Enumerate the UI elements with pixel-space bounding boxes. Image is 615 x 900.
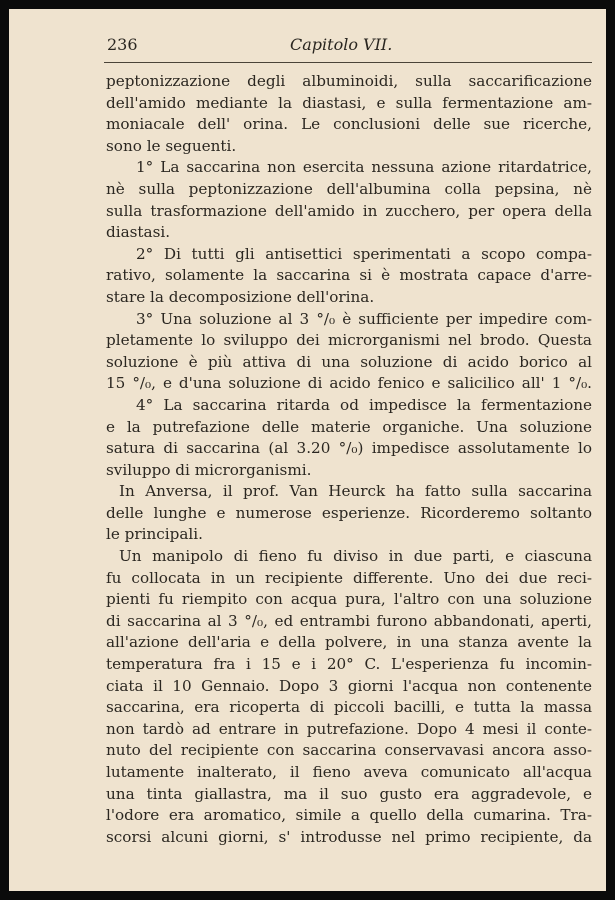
text-line: peptonizzazione degli albuminoidi, sulla saccarificazione (106, 72, 592, 90)
book-page (9, 9, 606, 891)
text-line: delle lunghe e numerose esperienze. Ricorderemo soltanto (106, 503, 592, 522)
text-line: di saccarina al 3 °/₀, ed entrambi furono abbandonati, aperti, (106, 611, 592, 630)
running-head-chapter-title: Capitolo VII. (290, 35, 393, 54)
text-line: 2° Di tutti gli antisettici sperimentati a scopo compa- (136, 244, 592, 263)
header-rule (104, 62, 592, 63)
text-line: ciata il 10 Gennaio. Dopo 3 giorni l'acqua non contenente (106, 676, 592, 695)
text-line: nè sulla peptonizzazione dell'albumina colla pepsina, nè (106, 179, 592, 198)
text-line: 15 °/₀, e d'una soluzione di acido fenico e salicilico all' 1 °/₀. (106, 374, 592, 393)
text-line: saccarina, era ricoperta di piccoli bacilli, e tutta la massa (106, 698, 592, 717)
text-line: 1° La saccarina non esercita nessuna azione ritardatrice, (136, 158, 592, 177)
text-line: una tinta giallastra, ma il suo gusto era aggradevole, e (106, 784, 592, 803)
text-line: fu collocata in un recipiente differente. Uno dei due reci- (106, 568, 592, 587)
text-line: soluzione è più attiva di una soluzione di acido borico al (106, 352, 592, 371)
text-line: In Anversa, il prof. Van Heurck ha fatto sulla saccarina (119, 482, 592, 501)
text-line: l'odore era aromatico, simile a quello della cumarina. Tra- (106, 806, 592, 825)
text-line: scorsi alcuni giorni, s' introdusse nel primo recipiente, da (106, 827, 592, 846)
text-line: e la putrefazione delle materie organiche. Una soluzione (106, 417, 592, 436)
text-line: pienti fu riempito con acqua pura, l'altro con una soluzione (106, 590, 592, 609)
text-line: non tardò ad entrare in putrefazione. Dopo 4 mesi il conte- (106, 719, 592, 738)
text-line: stare la decomposizione dell'orina. (106, 287, 375, 306)
text-line: temperatura fra i 15 e i 20° C. L'esperienza fu incomin- (106, 655, 592, 674)
text-line: nuto del recipiente con saccarina conservavasi ancora asso- (106, 741, 592, 760)
text-line: satura di saccarina (al 3.20 °/₀) impedisce assolutamente lo (106, 439, 592, 458)
text-line: 3° Una soluzione al 3 °/₀ è sufficiente per impedire com- (136, 309, 592, 328)
text-line: all'azione dell'aria e della polvere, in una stanza avente la (106, 633, 592, 652)
text-line: dell'amido mediante la diastasi, e sulla fermentazione am- (106, 93, 592, 112)
text-line: sono le seguenti. (106, 136, 237, 155)
page-number: 236 (107, 35, 138, 54)
body-text (106, 71, 592, 848)
text-line: rativo, solamente la saccarina si è mostrata capace d'arre- (106, 266, 592, 285)
text-line: le principali. (106, 525, 203, 544)
text-line: Un manipolo di fieno fu diviso in due parti, e ciascuna (119, 547, 592, 566)
text-line: lutamente inalterato, il fieno aveva comunicato all'acqua (106, 763, 592, 781)
text-line: sviluppo di microrganismi. (106, 460, 312, 479)
text-line: sulla trasformazione dell'amido in zucchero, per opera della (106, 201, 592, 220)
text-line: moniacale dell' orina. Le conclusioni delle sue ricerche, (106, 115, 592, 134)
text-line: 4° La saccarina ritarda od impedisce la fermentazione (136, 395, 592, 414)
text-line: diastasi. (106, 223, 171, 242)
text-line: pletamente lo sviluppo dei microrganismi nel brodo. Questa (106, 331, 592, 350)
